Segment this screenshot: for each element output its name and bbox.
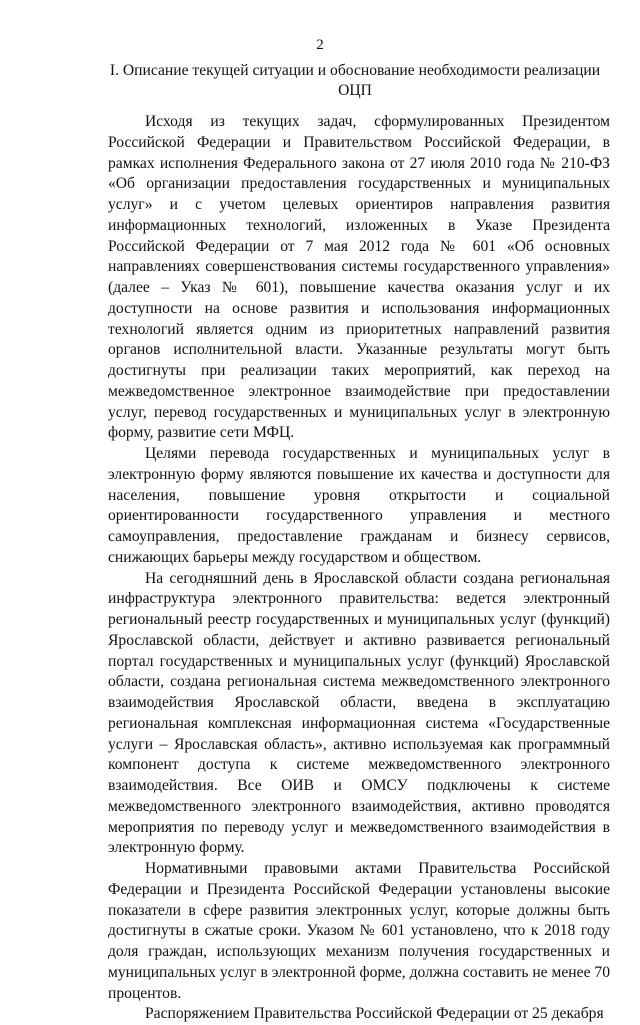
section-title xyxy=(96,61,614,101)
section-title-line-1: I. Описание текущей ситуации и обоснование необходимости реализации xyxy=(109,62,601,79)
paragraph: Распоряжением Правительства Российской Федерации от 25 декабря xyxy=(145,1005,604,1023)
body-text xyxy=(108,112,610,1025)
section-title-line-2: ОЦП xyxy=(338,82,372,99)
paragraph: Исходя из текущих задач, сформулированных Президентом Российской Федерации и Правительством Российской Федерации, в рамках исполнения Федерального закона от 27 июля 2010 года № 210-ФЗ «Об организации предоставления государственных и муниципальных услуг» и с учетом целевых ориентиров направления развития информационных технологий, изложенных в Указе Президента Российской Федерации от 7 мая 2012 года № 601 «Об основных направлениях совершенствования системы государственного управления» (далее – Указ № 601), повышение качества оказания услуг и их доступности на основе развития и использования информационных технологий является одним из приоритетных направлений развития органов исполнительной власти. Указанные результаты могут быть достигнуты при реализации таких мероприятий, как переход на межведомственное электронное взаимодействие при предоставлении услуг, перевод государственных и муниципальных услуг в электронную форму, развитие сети МФЦ. xyxy=(108,113,610,442)
paragraph: Целями перевода государственных и муниципальных услуг в электронную форму являются повышение их качества и доступности для населения, повышение уровня открытости и социальной ориентированности государственного управления и местного самоуправления, предоставление гражданам и бизнесу сервисов, снижающих барьеры между государством и обществом. xyxy=(108,445,610,566)
paragraph: На сегодняшний день в Ярославской области создана региональная инфраструктура электронного правительства: ведется электронный региональный реестр государственных и муниципальных услуг (функций) Ярославской области, действует и активно развивается региональный портал государственных и муниципальных услуг (функций) Ярославской области, создана региональная система межведомственного электронного взаимодействия Ярославской области, введена в эксплуатацию региональная комплексная информационная система «Государственные услуги – Ярославская область», активно используемая как программный компонент доступа к системе межведомственного электронного взаимодействия. Все ОИВ и ОМСУ подключены к системе межведомственного электронного взаимодействия, активно проводятся мероприятия по переводу услуг и межведомственного взаимодействия в электронную форму. xyxy=(108,569,610,857)
page-number: 2 xyxy=(316,37,324,53)
paragraph: Нормативными правовыми актами Правительства Российской Федерации и Президента Российской Федерации установлены высокие показатели в сфере развития электронных услуг, которые должны быть достигнуты в сжатые сроки. Указом № 601 установлено, что к 2018 году доля граждан, использующих механизм получения государственных и муниципальных услуг в электронной форме, должна составить не менее 70 процентов. xyxy=(108,860,610,1002)
